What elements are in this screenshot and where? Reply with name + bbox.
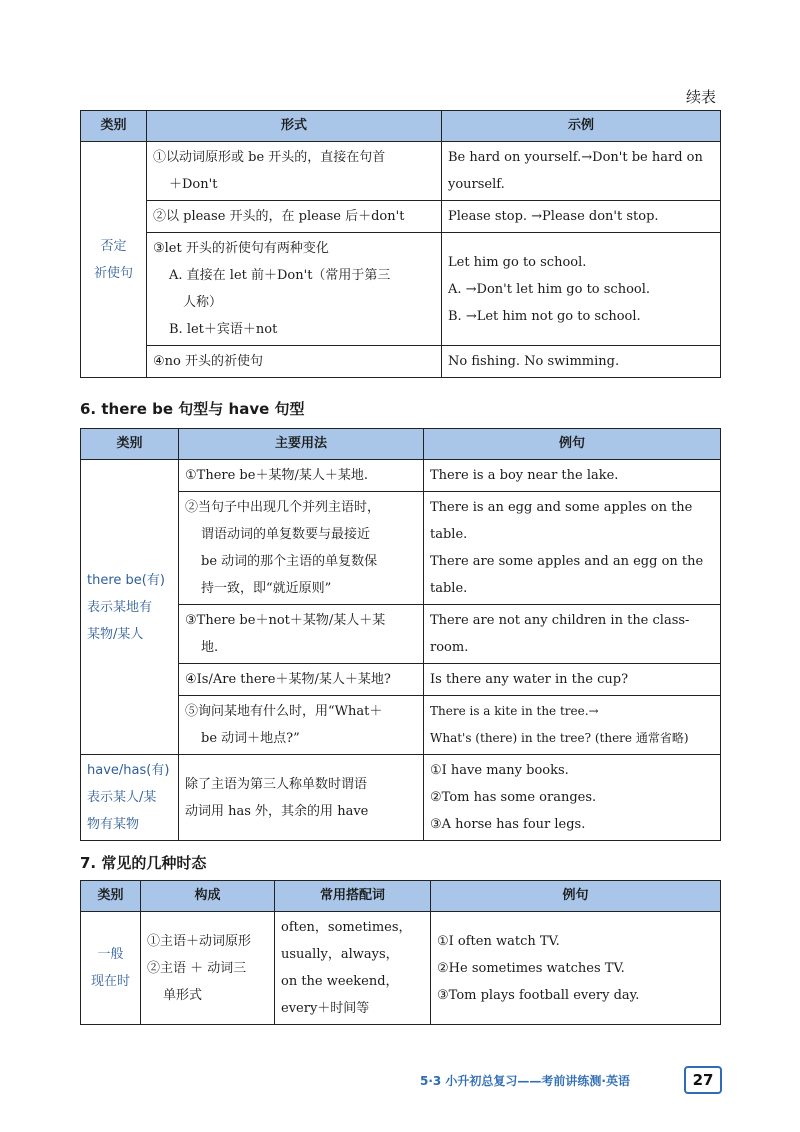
table-row: [81, 912, 721, 1025]
table-row: [81, 460, 721, 492]
form-cell: [141, 912, 275, 1025]
form-line: ②主语 ＋ 动词三: [147, 960, 247, 976]
form-line: ②以 please 开头的，在 please 后＋don't: [153, 209, 405, 224]
words-cell: [275, 912, 431, 1025]
example-line: There are some apples and an egg on the: [430, 554, 704, 569]
category-line: 表示某地有: [87, 599, 153, 615]
form-line: ＋Don't: [169, 177, 218, 192]
words-line: every＋时间等: [281, 1001, 370, 1016]
header-example: 例句: [431, 881, 721, 912]
example-cell: [442, 201, 721, 233]
usage-cell: [179, 664, 424, 696]
usage-line: 持一致，即“就近原则”: [201, 581, 332, 596]
example-line: Is there any water in the cup?: [430, 672, 629, 687]
category-line: 表示某人/某: [87, 790, 157, 805]
form-line: A. 直接在 let 前＋Don't（常用于第三: [169, 268, 391, 283]
category-cell: [81, 460, 179, 755]
example-line: table.: [430, 527, 468, 542]
form-line: B. let＋宾语＋not: [169, 322, 278, 337]
example-cell: [431, 912, 721, 1025]
header-form: 构成: [141, 881, 275, 912]
form-cell: [147, 142, 442, 201]
usage-cell: [179, 605, 424, 664]
example-cell: [442, 142, 721, 201]
usage-line: 谓语动词的单复数要与最接近: [201, 527, 371, 542]
usage-line: ③There be＋not＋某物/某人＋某: [185, 613, 386, 628]
page-number: 27: [684, 1066, 722, 1094]
example-line: ③Tom plays football every day.: [437, 987, 640, 1003]
usage-line: be 动词的那个主语的单复数保: [201, 554, 378, 569]
example-line: table.: [430, 581, 468, 596]
example-line: B. →Let him not go to school.: [448, 308, 641, 324]
header-form: 形式: [147, 111, 442, 142]
usage-line: 动词用 has 外，其余的用 have: [185, 803, 369, 819]
imperative-table: [80, 110, 721, 378]
example-line: Be hard on yourself.→Don't be hard on: [448, 150, 703, 165]
header-usage: 主要用法: [179, 429, 424, 460]
section-6-title: 6. there be 句型与 have 句型: [80, 400, 305, 418]
section-7-title: 7. 常见的几种时态: [80, 854, 207, 872]
example-line: yourself.: [448, 177, 505, 192]
example-line: No fishing. No swimming.: [448, 354, 620, 369]
header-example: 示例: [442, 111, 721, 142]
example-cell: [424, 755, 721, 841]
example-line: ③A horse has four legs.: [430, 817, 586, 832]
example-line: A. →Don't let him go to school.: [448, 281, 651, 297]
form-line: 单形式: [163, 987, 203, 1003]
example-line: There is an egg and some apples on the: [430, 500, 693, 515]
example-line: Please stop. →Please don't stop.: [448, 209, 659, 224]
usage-cell: [179, 460, 424, 492]
example-line: What's (there) in the tree? (there 通常省略): [430, 731, 689, 745]
form-cell: [147, 201, 442, 233]
usage-line: be 动词＋地点?”: [201, 731, 300, 746]
category-line: 一般: [97, 947, 124, 962]
example-line: ①I have many books.: [430, 763, 569, 778]
example-line: Let him go to school.: [448, 254, 587, 270]
example-cell: [424, 460, 721, 492]
usage-cell: [179, 696, 424, 755]
table-row: [81, 346, 721, 378]
header-words: 常用搭配词: [275, 881, 431, 912]
example-cell: [424, 664, 721, 696]
table-row: [81, 201, 721, 233]
usage-line: ②当句子中出现几个并列主语时，: [185, 500, 381, 515]
form-line: ①主语＋动词原形: [147, 933, 252, 949]
header-category: 类别: [81, 881, 141, 912]
table-header-row: [81, 429, 721, 460]
there-be-table: [80, 428, 721, 841]
example-cell: [424, 605, 721, 664]
words-line: often，sometimes，: [281, 920, 412, 935]
category-line: 物有某物: [87, 817, 140, 832]
continued-label: 续表: [685, 88, 716, 106]
category-line: 现在时: [90, 974, 130, 989]
category-cell: [81, 912, 141, 1025]
table-row: [81, 233, 721, 346]
example-line: There are not any children in the class-: [430, 613, 690, 628]
category-line: 否定: [100, 238, 127, 254]
form-line: ①以动词原形或 be 开头的，直接在句首: [153, 150, 386, 165]
form-line: 人称）: [183, 295, 223, 310]
usage-line: 除了主语为第三人称单数时谓语: [185, 776, 368, 792]
example-line: ①I often watch TV.: [437, 933, 560, 949]
table-row: [81, 142, 721, 201]
category-line: 某物/某人: [87, 626, 144, 642]
usage-line: 地.: [201, 640, 219, 655]
usage-line: ①There be＋某物/某人＋某地.: [185, 468, 368, 483]
example-cell: [424, 492, 721, 605]
words-line: on the weekend，: [281, 974, 399, 989]
example-line: There is a boy near the lake.: [430, 468, 619, 483]
usage-line: ⑤询问某地有什么时，用“What＋: [185, 704, 383, 719]
tense-table: [80, 880, 721, 1025]
example-cell: [442, 346, 721, 378]
header-example: 例句: [424, 429, 721, 460]
usage-line: ④Is/Are there＋某物/某人＋某地?: [185, 672, 391, 687]
form-cell: [147, 233, 442, 346]
example-line: ②Tom has some oranges.: [430, 790, 597, 805]
header-category: 类别: [81, 429, 179, 460]
category-line: have/has(有): [87, 763, 170, 778]
example-line: There is a kite in the tree.→: [430, 704, 599, 718]
table-header-row: [81, 881, 721, 912]
form-line: ③let 开头的祈使句有两种变化: [153, 241, 329, 256]
form-line: ④no 开头的祈使句: [153, 354, 263, 369]
form-cell: [147, 346, 442, 378]
words-line: usually，always，: [281, 947, 399, 962]
usage-cell: [179, 755, 424, 841]
table-header-row: [81, 111, 721, 142]
footer-title: 5·3 小升初总复习——考前讲练测·英语: [420, 1074, 630, 1088]
usage-cell: [179, 492, 424, 605]
example-cell: [442, 233, 721, 346]
example-cell: [424, 696, 721, 755]
table-row: [81, 755, 721, 841]
category-cell: [81, 142, 147, 378]
example-line: room.: [430, 640, 469, 655]
category-line: 祈使句: [93, 265, 133, 281]
header-category: 类别: [81, 111, 147, 142]
category-line: there be(有): [87, 572, 165, 588]
example-line: ②He sometimes watches TV.: [437, 960, 625, 976]
category-cell: [81, 755, 179, 841]
